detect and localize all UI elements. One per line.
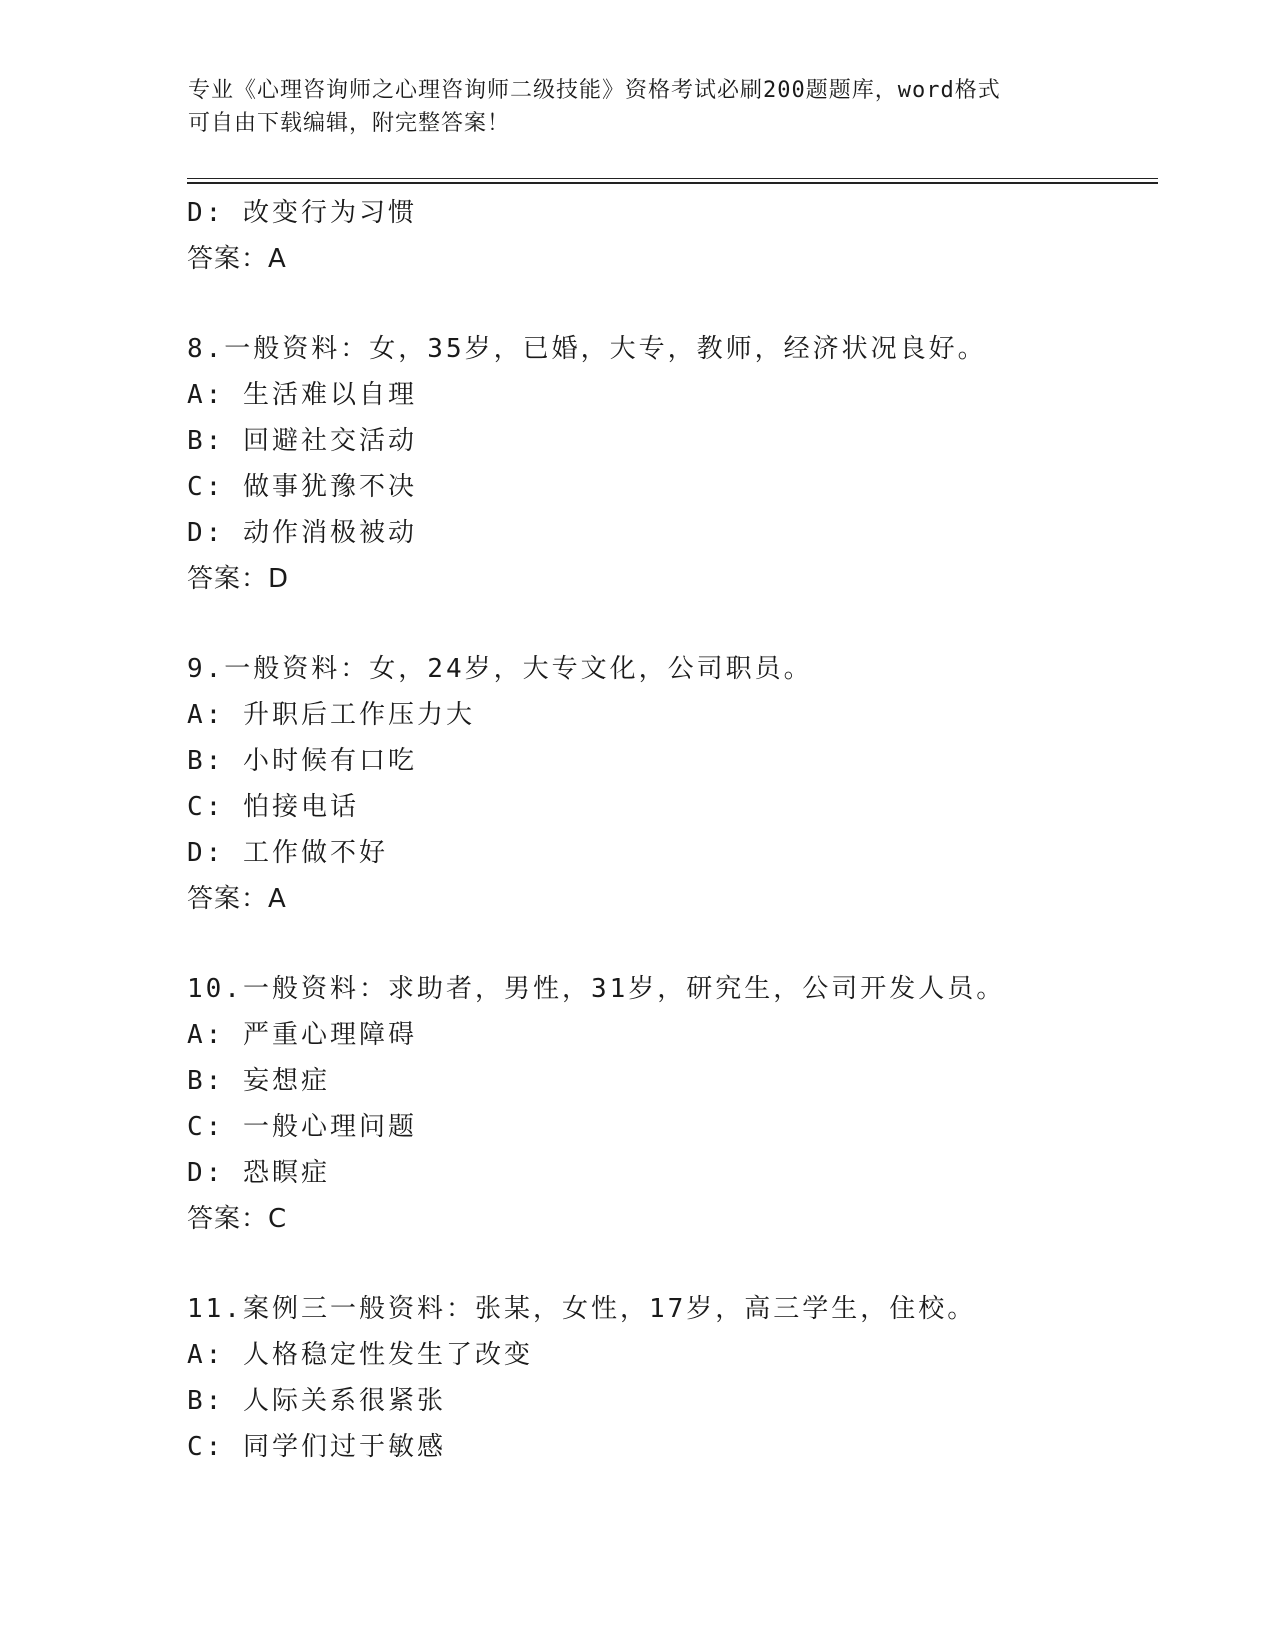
question-list bbox=[187, 190, 1147, 1470]
header-divider-top bbox=[187, 178, 1158, 179]
question-9 bbox=[187, 646, 1147, 922]
option-b: B: 人际关系很紧张 bbox=[187, 1386, 446, 1416]
header-line-1: 专业《心理咨询师之心理咨询师二级技能》资格考试必刷200题题库，word格式 bbox=[188, 78, 1001, 103]
option-d: D: 恐瞑症 bbox=[187, 1158, 330, 1188]
question-stem: 9.一般资料：女，24岁，大专文化，公司职员。 bbox=[187, 654, 813, 684]
question-stem: 8.一般资料：女，35岁，已婚，大专，教师，经济状况良好。 bbox=[187, 334, 987, 364]
option-a: A: 升职后工作压力大 bbox=[187, 700, 475, 730]
option-a: A: 生活难以自理 bbox=[187, 380, 417, 410]
answer: 答案：A bbox=[187, 884, 287, 914]
header-line-2: 可自由下载编辑，附完整答案！ bbox=[188, 111, 511, 136]
question-stem: 10.一般资料：求助者，男性，31岁，研究生，公司开发人员。 bbox=[187, 974, 1006, 1004]
option-b: B: 妄想症 bbox=[187, 1066, 330, 1096]
question-11 bbox=[187, 1286, 1147, 1470]
option-d: D: 动作消极被动 bbox=[187, 518, 417, 548]
header-divider-bottom bbox=[187, 182, 1158, 184]
document-header bbox=[188, 74, 1088, 140]
answer: 答案：A bbox=[187, 244, 287, 274]
option-b: B: 小时候有口吃 bbox=[187, 746, 417, 776]
option-c: C: 同学们过于敏感 bbox=[187, 1432, 446, 1462]
question-stem: 11.案例三一般资料：张某，女性，17岁，高三学生，住校。 bbox=[187, 1294, 977, 1324]
option-d: D: 改变行为习惯 bbox=[187, 198, 417, 228]
option-c: C: 做事犹豫不决 bbox=[187, 472, 417, 502]
option-a: A: 严重心理障碍 bbox=[187, 1020, 417, 1050]
answer: 答案：C bbox=[187, 1204, 288, 1234]
question-8 bbox=[187, 326, 1147, 602]
answer: 答案：D bbox=[187, 564, 290, 594]
option-d: D: 工作做不好 bbox=[187, 838, 388, 868]
option-a: A: 人格稳定性发生了改变 bbox=[187, 1340, 533, 1370]
option-c: C: 怕接电话 bbox=[187, 792, 359, 822]
question-10 bbox=[187, 966, 1147, 1242]
option-b: B: 回避社交活动 bbox=[187, 426, 417, 456]
option-c: C: 一般心理问题 bbox=[187, 1112, 417, 1142]
